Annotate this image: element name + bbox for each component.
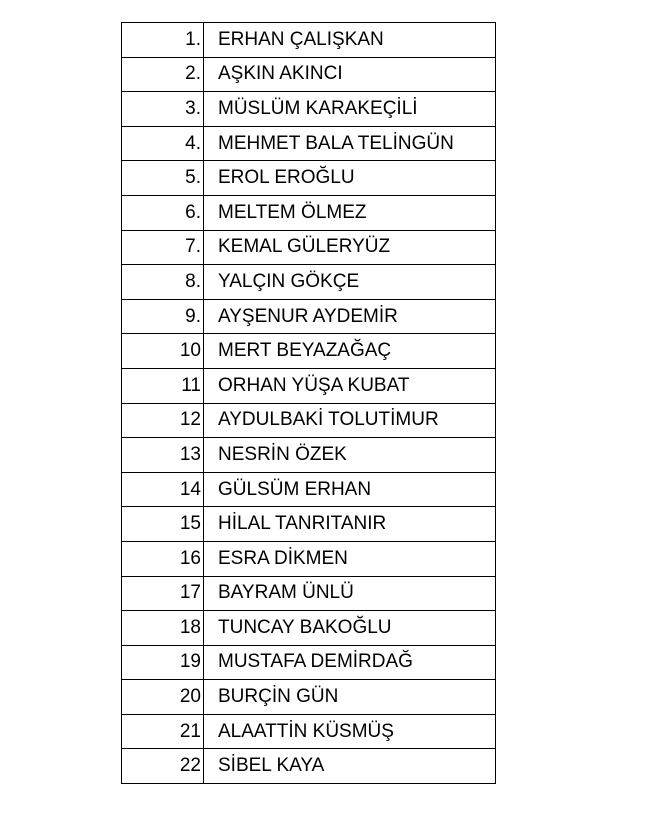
row-number: 9. [122, 299, 204, 334]
person-name: HİLAL TANRITANIR [204, 507, 496, 542]
row-number: 1. [122, 23, 204, 58]
row-number: 21 [122, 714, 204, 749]
table-row [122, 126, 496, 161]
row-number: 18 [122, 611, 204, 646]
person-name: ALAATTİN KÜSMÜŞ [204, 714, 496, 749]
table-row [122, 230, 496, 265]
row-number: 19 [122, 645, 204, 680]
person-name: BURÇİN GÜN [204, 680, 496, 715]
row-number: 3. [122, 92, 204, 127]
row-number: 22 [122, 749, 204, 784]
table-row [122, 57, 496, 92]
table-row [122, 611, 496, 646]
person-name: SİBEL KAYA [204, 749, 496, 784]
person-name: MERT BEYAZAĞAÇ [204, 334, 496, 369]
row-number: 5. [122, 161, 204, 196]
table-row [122, 195, 496, 230]
row-number: 12 [122, 403, 204, 438]
table-row [122, 265, 496, 300]
row-number: 2. [122, 57, 204, 92]
table-row [122, 749, 496, 784]
row-number: 4. [122, 126, 204, 161]
table-row [122, 472, 496, 507]
table-row [122, 438, 496, 473]
table-row [122, 403, 496, 438]
table-row [122, 368, 496, 403]
table-row [122, 507, 496, 542]
table-row [122, 23, 496, 58]
row-number: 16 [122, 541, 204, 576]
person-name: BAYRAM ÜNLÜ [204, 576, 496, 611]
row-number: 13 [122, 438, 204, 473]
person-name: MELTEM ÖLMEZ [204, 195, 496, 230]
person-name: AYŞENUR AYDEMİR [204, 299, 496, 334]
person-name: AŞKIN AKINCI [204, 57, 496, 92]
table-row [122, 299, 496, 334]
table-row [122, 334, 496, 369]
person-name: ERHAN ÇALIŞKAN [204, 23, 496, 58]
person-name: GÜLSÜM ERHAN [204, 472, 496, 507]
person-name: AYDULBAKİ TOLUTİMUR [204, 403, 496, 438]
name-list-table [121, 22, 496, 784]
person-name: YALÇIN GÖKÇE [204, 265, 496, 300]
person-name: ESRA DİKMEN [204, 541, 496, 576]
person-name: EROL EROĞLU [204, 161, 496, 196]
table-row [122, 541, 496, 576]
name-list-body [122, 23, 496, 784]
row-number: 11 [122, 368, 204, 403]
row-number: 7. [122, 230, 204, 265]
row-number: 14 [122, 472, 204, 507]
table-row [122, 161, 496, 196]
person-name: MUSTAFA DEMİRDAĞ [204, 645, 496, 680]
row-number: 8. [122, 265, 204, 300]
person-name: MEHMET BALA TELİNGÜN [204, 126, 496, 161]
row-number: 6. [122, 195, 204, 230]
table-row [122, 576, 496, 611]
person-name: MÜSLÜM KARAKEÇİLİ [204, 92, 496, 127]
table-row [122, 714, 496, 749]
table-row [122, 680, 496, 715]
row-number: 20 [122, 680, 204, 715]
person-name: KEMAL GÜLERYÜZ [204, 230, 496, 265]
row-number: 17 [122, 576, 204, 611]
row-number: 15 [122, 507, 204, 542]
table-row [122, 92, 496, 127]
row-number: 10 [122, 334, 204, 369]
person-name: NESRİN ÖZEK [204, 438, 496, 473]
table-row [122, 645, 496, 680]
person-name: ORHAN YÜŞA KUBAT [204, 368, 496, 403]
person-name: TUNCAY BAKOĞLU [204, 611, 496, 646]
